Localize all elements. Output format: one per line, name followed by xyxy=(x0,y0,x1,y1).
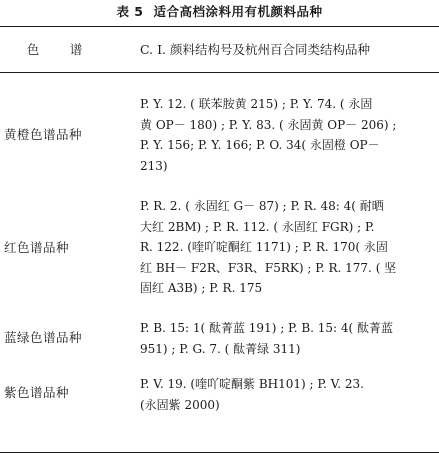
table-caption xyxy=(0,2,439,20)
row-description-blue-green xyxy=(140,318,439,359)
description-line: R. 122. (喹吖啶酮红 1171) ; P. R. 170( 永固 xyxy=(140,240,388,254)
header-color-range: 色 谱 xyxy=(26,42,92,57)
description-line: 213) xyxy=(140,158,168,173)
header-structure-number: C. I. 颜料结构号及杭州百合同类结构品种 xyxy=(140,42,370,57)
description-line: P. B. 15: 1( 酞菁蓝 191) ; P. B. 15: 4( 酞菁蓝 xyxy=(140,321,394,335)
description-line: P. Y. 156; P. Y. 166; P. O. 34( 永固橙 OP－ xyxy=(140,138,380,152)
header-rule xyxy=(0,72,439,73)
row-category-red: 红色谱品种 xyxy=(4,240,70,255)
description-line: 固红 A3B) ; P. R. 175 xyxy=(140,281,263,295)
row-category-yellow-orange: 黄橙色谱品种 xyxy=(4,127,83,142)
description-line: 951) ; P. G. 7. ( 酞菁绿 311) xyxy=(140,341,301,356)
row-category-blue-green: 蓝绿色谱品种 xyxy=(4,330,83,345)
description-line: 大红 2BM) ; P. R. 112. ( 永固红 FGR) ; P. xyxy=(140,219,375,234)
row-description-yellow-orange xyxy=(140,94,439,176)
row-description-purple xyxy=(140,374,439,415)
row-category-purple: 紫色谱品种 xyxy=(4,385,70,400)
table-number: 表 5 xyxy=(116,4,144,19)
description-line: P. Y. 12. ( 联苯胺黄 215) ; P. Y. 74. ( 永固 xyxy=(140,97,373,111)
row-description-red xyxy=(140,196,439,299)
table-title: 适合高档涂料用有机颜料品种 xyxy=(153,4,323,19)
description-line: 黄 OP－ 180) ; P. Y. 83. ( 永固黄 OP－ 206) ; xyxy=(140,117,397,132)
description-line: P. V. 19. (喹吖啶酮紫 BH101) ; P. V. 23. xyxy=(140,377,364,391)
description-line: 红 BH－ F2R、F3R、F5RK) ; P. R. 177. ( 坚 xyxy=(140,260,397,275)
description-line: P. R. 2. ( 永固红 G－ 87) ; P. R. 48: 4( 耐晒 xyxy=(140,199,384,213)
description-line: (永固紫 2000) xyxy=(140,397,220,412)
